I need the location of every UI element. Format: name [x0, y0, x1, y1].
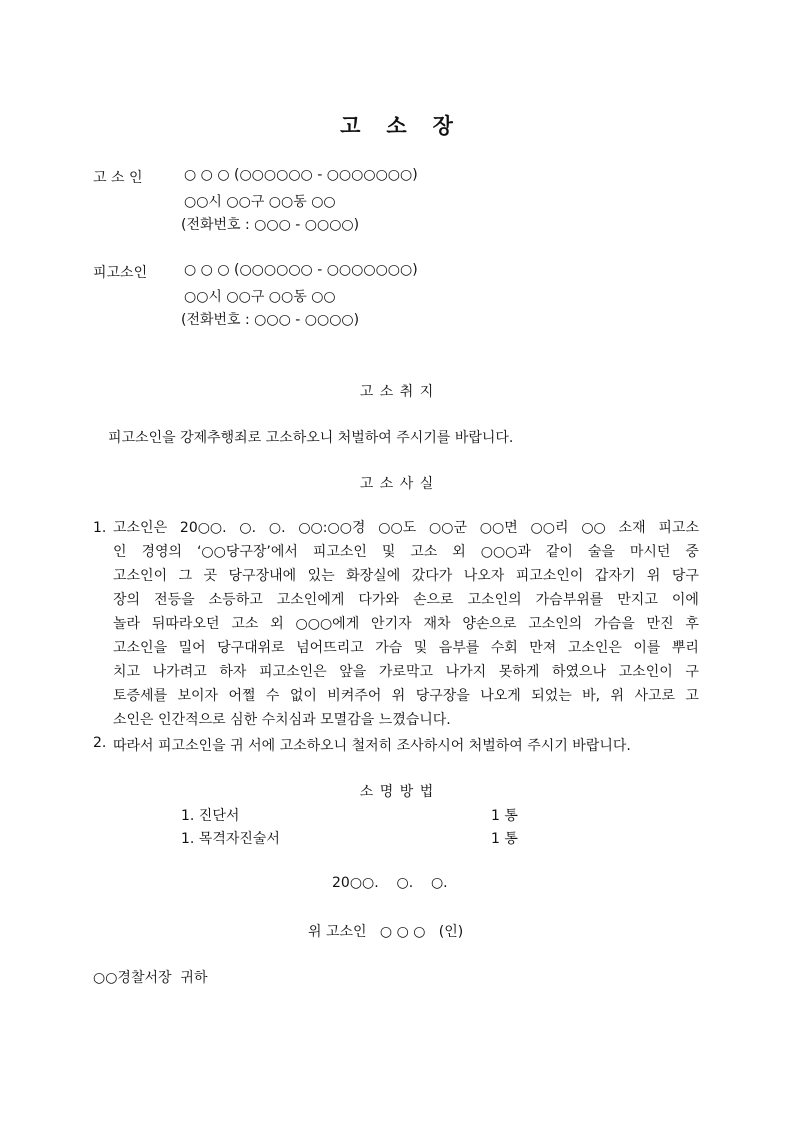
fact-line — [113, 684, 699, 708]
fact-word: 인 — [113, 544, 127, 560]
fact-word: 전등을 — [154, 592, 195, 608]
fact-word: 되었는 — [531, 688, 572, 704]
fact-word: 소재 — [618, 520, 646, 536]
fact-word: 피고소인이 — [515, 568, 584, 584]
fact-word: ○○군 — [429, 520, 467, 536]
complainant-label: 고 소 인 — [93, 170, 143, 186]
accused-name-id: ○ ○ ○ (○○○○○○ - ○○○○○○○) — [184, 262, 418, 278]
fact-word: 뒤따라오던 — [151, 616, 220, 632]
purpose-text: 피고소인을 강제추행죄로 고소하오니 처벌하여 주시기를 바랍니다. — [108, 430, 514, 446]
fact-word: 비켜주어 — [327, 688, 382, 704]
fact-word: 사고로 — [634, 688, 676, 704]
fact-word: ○○ — [581, 520, 606, 536]
fact-word: 있는 — [307, 568, 335, 584]
fact-word: 만지고 — [617, 592, 658, 608]
fact-word: 앞을 — [339, 664, 367, 680]
fact-word: ‘○○당구장’에서 — [196, 544, 298, 560]
accused-label: 피고소인 — [93, 265, 148, 281]
fact-word: 당구 — [671, 568, 699, 584]
fact-word: ○○:○○경 — [298, 520, 366, 536]
fact-line — [113, 540, 699, 564]
fact-word: 이에 — [671, 592, 699, 608]
fact-paragraph-1 — [113, 516, 699, 732]
fact-line: 소인은 인간적으로 심한 수치심과 모멸감을 느꼈습니다. — [113, 712, 451, 728]
fact-word: 없이 — [289, 688, 317, 704]
fact-word: 안기자 — [371, 616, 412, 632]
fact-word: 장의 — [113, 592, 141, 608]
fact-word: 나오자 — [463, 568, 505, 584]
fact-word: 20○○. — [179, 520, 227, 536]
fact-word: 마시던 — [629, 544, 671, 560]
fact-word: 후 — [685, 616, 699, 632]
fact-word: 수 — [265, 688, 280, 704]
fact-word: 치고 — [113, 664, 141, 680]
accused-address: ○○시 ○○구 ○○동 ○○ — [184, 289, 336, 305]
fact-word: 바, — [582, 688, 601, 704]
fact-word: 피고소인 — [312, 544, 367, 560]
fact-word: 그 — [178, 568, 193, 584]
fact-word: 가슴 — [375, 640, 403, 656]
fact-word: 만져 — [529, 640, 557, 656]
accused-phone: (전화번호 : ○○○ - ○○○○) — [181, 312, 360, 328]
document-title: 고 소 장 — [340, 114, 454, 138]
fact-word: 넘어뜨리고 — [296, 640, 364, 656]
evidence-item-name: 1. 목격자진술서 — [181, 831, 280, 847]
signature-line: 위 고소인 ○ ○ ○ (인) — [308, 924, 464, 940]
fact-word: 고소인이 — [113, 568, 168, 584]
fact-line — [113, 660, 699, 684]
fact-word: 당구장내에 — [228, 568, 297, 584]
purpose-heading: 고 소 취 지 — [359, 384, 435, 400]
fact-word: 재차 — [423, 616, 451, 632]
fact-word: 만진 — [646, 616, 674, 632]
fact-line — [113, 588, 699, 612]
evidence-item-name: 1. 진단서 — [181, 808, 240, 824]
fact-word: 피고소인은 — [259, 664, 327, 680]
fact-word: 놀라 — [113, 616, 141, 632]
fact-word: ○. — [239, 520, 257, 536]
fact-word: 및 — [381, 544, 396, 560]
fact-word: 위 — [646, 568, 661, 584]
fact-word: 고소인의 — [467, 592, 522, 608]
fact-word: 고소인이 — [618, 664, 673, 680]
complainant-phone: (전화번호 : ○○○ - ○○○○) — [181, 217, 360, 233]
evidence-heading: 소 명 방 법 — [359, 784, 435, 800]
evidence-item-count: 1 통 — [491, 831, 518, 847]
fact-word: 화장실에 — [346, 568, 401, 584]
fact-word: 보이자 — [177, 688, 219, 704]
fact-word: 술을 — [587, 544, 615, 560]
fact-word: 가슴부위를 — [535, 592, 604, 608]
fact-word: 갑자기 — [594, 568, 636, 584]
evidence-item-count: 1 통 — [491, 808, 518, 824]
fact-word: 고소인은 — [113, 520, 168, 536]
fact-word: 당구대위로 — [217, 640, 285, 656]
fact-word: ○○○에게 — [295, 616, 360, 632]
fact-number-2: 2. — [93, 735, 107, 751]
fact-word: 고소인의 — [528, 616, 583, 632]
addressee: ○○경찰서장 귀하 — [93, 970, 208, 986]
fact-word: 당구장을 — [415, 688, 470, 704]
fact-word: 고 — [685, 688, 699, 704]
fact-number-1: 1. — [93, 520, 107, 536]
fact-word: 같이 — [545, 544, 573, 560]
fact-word: 음부를 — [438, 640, 480, 656]
fact-line — [113, 612, 699, 636]
fact-word: 위 — [610, 688, 625, 704]
fact-word: 경영의 — [141, 544, 183, 560]
fact-paragraph-2: 따라서 피고소인을 귀 서에 고소하오니 철저히 조사하시어 처벌하여 주시기 바랍니다. — [113, 738, 631, 754]
complainant-name-id: ○ ○ ○ (○○○○○○ - ○○○○○○○) — [184, 167, 418, 183]
fact-word: 밀어 — [178, 640, 206, 656]
fact-word: ○○리 — [530, 520, 569, 536]
fact-line — [113, 516, 699, 540]
fact-word: 곳 — [203, 568, 218, 584]
fact-word: 다가와 — [358, 592, 399, 608]
fact-word: ○○○과 — [480, 544, 531, 560]
fact-word: 양손으로 — [462, 616, 517, 632]
fact-word: ○○도 — [378, 520, 417, 536]
fact-word: 외 — [270, 616, 284, 632]
fact-word: 중 — [685, 544, 699, 560]
fact-word: 위 — [391, 688, 406, 704]
fact-word: ○○면 — [479, 520, 518, 536]
filing-date: 20○○. ○. ○. — [332, 875, 448, 891]
fact-word: 나가려고 — [152, 664, 207, 680]
fact-word: 및 — [413, 640, 428, 656]
facts-heading: 고 소 사 실 — [359, 476, 435, 492]
fact-word: 수회 — [490, 640, 518, 656]
fact-word: 나오게 — [480, 688, 521, 704]
fact-word: 고소인에게 — [276, 592, 345, 608]
fact-word: 고소인은 — [567, 640, 622, 656]
fact-word: 가슴을 — [594, 616, 635, 632]
fact-word: 소등하고 — [208, 592, 263, 608]
fact-word: 외 — [452, 544, 466, 560]
fact-word: 고소 — [231, 616, 259, 632]
fact-word: 고소인을 — [113, 640, 168, 656]
fact-line — [113, 564, 699, 588]
fact-word: 고소 — [410, 544, 438, 560]
fact-word: 갔다가 — [411, 568, 453, 584]
fact-word: 토증세를 — [113, 688, 168, 704]
fact-word: 피고소 — [658, 520, 699, 536]
fact-word: 가로막고 — [378, 664, 433, 680]
fact-word: 손으로 — [412, 592, 454, 608]
complainant-address: ○○시 ○○구 ○○동 ○○ — [184, 194, 336, 210]
fact-word: 하였으나 — [551, 664, 607, 680]
fact-word: 어쩔 — [228, 688, 256, 704]
fact-word: 이를 — [633, 640, 661, 656]
fact-word: 나가지 — [445, 664, 487, 680]
fact-word: 구 — [685, 664, 699, 680]
fact-word: 못하게 — [498, 664, 540, 680]
fact-word: 하자 — [219, 664, 247, 680]
fact-line — [113, 636, 699, 660]
fact-word: ○. — [268, 520, 286, 536]
fact-word: 뿌리 — [671, 640, 699, 656]
